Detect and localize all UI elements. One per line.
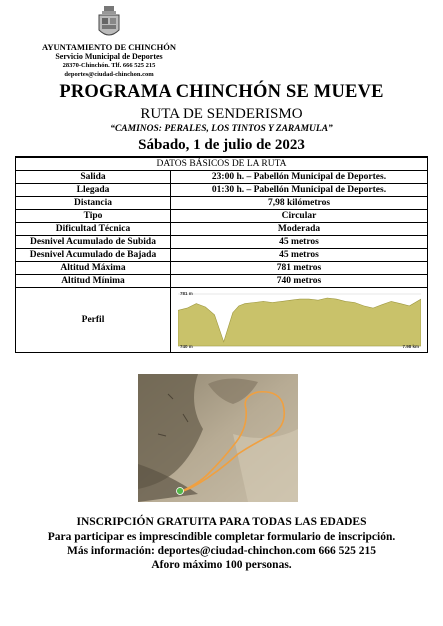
route-map-image — [138, 374, 298, 502]
department-name: Servicio Municipal de Deportes — [55, 52, 163, 61]
row-label: Distancia — [16, 197, 171, 210]
table-row — [16, 223, 428, 236]
row-value: 23:00 h. – Pabellón Municipal de Deportes. — [171, 171, 428, 184]
row-label: Llegada — [16, 184, 171, 197]
row-value: 740 metros — [171, 275, 428, 288]
table-row — [16, 249, 428, 262]
footer-info: Más información: deportes@ciudad-chinchon.com 666 525 215 — [66, 545, 377, 557]
table-row — [16, 210, 428, 223]
table-row — [16, 262, 428, 275]
table-row — [16, 171, 428, 184]
row-label: Dificultad Técnica — [16, 223, 171, 236]
row-label: Altitud Mínima — [16, 275, 171, 288]
row-value: 45 metros — [171, 249, 428, 262]
program-title: PROGRAMA CHINCHÓN SE MUEVE — [59, 82, 384, 102]
table-row — [16, 275, 428, 288]
footer-free-registration: INSCRIPCIÓN GRATUITA PARA TODAS LAS EDADES — [76, 516, 367, 528]
table-row — [16, 184, 428, 197]
table-heading-row — [16, 157, 428, 171]
route-subtitle: RUTA DE SENDERISMO — [140, 106, 303, 122]
profile-distance-label: 7.98 km — [401, 344, 419, 349]
footer-form-note: Para participar es imprescindible completar formulario de inscripción. — [47, 531, 396, 543]
profile-cell — [171, 288, 428, 353]
row-value: 01:30 h. – Pabellón Municipal de Deportes. — [171, 184, 428, 197]
profile-row — [16, 288, 428, 353]
row-value: 7,98 kilómetros — [171, 197, 428, 210]
row-label: Salida — [16, 171, 171, 184]
org-name: AYUNTAMIENTO DE CHINCHÓN — [42, 42, 176, 52]
start-marker-icon — [177, 488, 184, 495]
row-label: Tipo — [16, 210, 171, 223]
contact-line: 28370-Chinchón. Tlf. 666 525 215 — [62, 62, 156, 69]
footer-capacity: Aforo máximo 100 personas. — [151, 559, 292, 571]
route-name: “CAMINOS: PERALES, LOS TINTOS Y ZARAMULA” — [110, 124, 333, 134]
table-row — [16, 236, 428, 249]
table-heading: DATOS BÁSICOS DE LA RUTA — [16, 157, 428, 171]
profile-label: Perfil — [16, 288, 171, 353]
row-label: Desnivel Acumulado de Subida — [16, 236, 171, 249]
municipal-crest-icon — [96, 6, 122, 40]
row-label: Desnivel Acumulado de Bajada — [16, 249, 171, 262]
row-label: Altitud Máxima — [16, 262, 171, 275]
profile-max-label: 781 m — [179, 291, 193, 296]
table-row — [16, 197, 428, 210]
profile-min-label: 740 m — [179, 344, 193, 349]
event-date: Sábado, 1 de julio de 2023 — [138, 137, 305, 153]
route-data-table — [15, 156, 428, 353]
row-value: 45 metros — [171, 236, 428, 249]
row-value: Circular — [171, 210, 428, 223]
elevation-profile-chart — [178, 290, 421, 350]
row-value: Moderada — [171, 223, 428, 236]
row-value: 781 metros — [171, 262, 428, 275]
contact-email: deportes@ciudad-chinchon.com — [64, 71, 154, 78]
